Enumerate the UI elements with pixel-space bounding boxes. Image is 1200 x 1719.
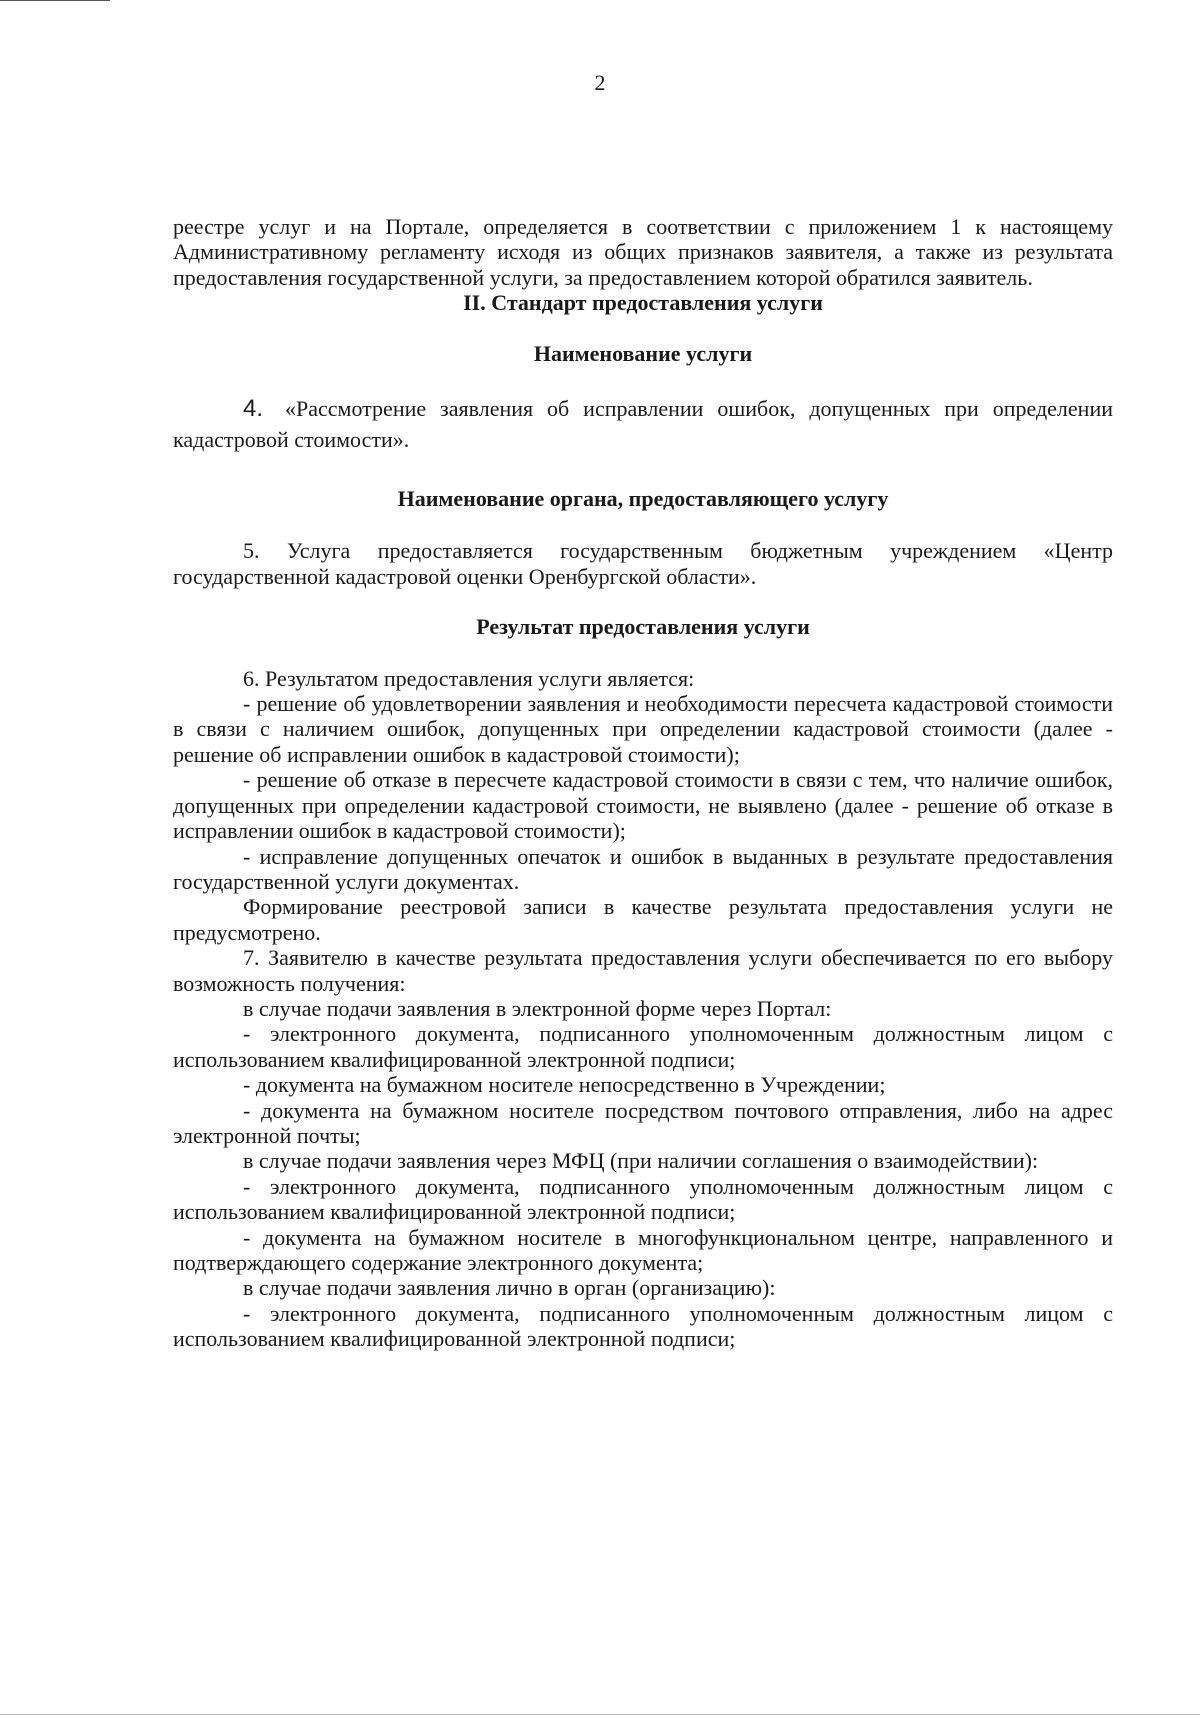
section-title: II. Стандарт предоставления услуги xyxy=(463,290,823,316)
page-number: 2 xyxy=(594,70,606,95)
paragraph-7-mfc: в случае подачи заявления через МФЦ (при наличии соглашения о взаимодействии): xyxy=(243,1148,1039,1174)
heading-result: Результат предоставления услуги xyxy=(476,614,810,640)
paragraph-6-item-a: - решение об удовлетворении заявления и необходимости пересчета кадастровой стоимости в связи с наличием ошибок, допущенных при определении кадастровой стоимости (далее - решение об исправлении ошибок в кадастровой стоимости); xyxy=(173,691,1113,767)
paragraph-4-number: 4. xyxy=(243,395,264,423)
paragraph-7-mfc-item-b: - документа на бумажном носителе в многофункциональном центре, направленного и подтверждающего содержание электронного документа; xyxy=(173,1224,1113,1275)
heading-service-name: Наименование услуги xyxy=(533,340,753,366)
paragraph-7-portal-item-a: - электронного документа, подписанного уполномоченным должностным лицом с использованием квалифицированной электронной подписи; xyxy=(173,1021,1113,1072)
intro-paragraph: реестре услуг и на Портале, определяется в соответствии с приложением 1 к настоящему Административному регламенту исходя из общих признаков заявителя, а также из результата предоставления государственной услуги, за предоставлением которой обратился заявитель. xyxy=(173,214,1113,290)
paragraph-7-personal: в случае подачи заявления лично в орган (организацию): xyxy=(243,1275,776,1301)
paragraph-4-text: «Рассмотрение заявления об исправлении ошибок, допущенных при определении кадастровой стоимости». xyxy=(173,396,1113,453)
paragraph-6-item-c: - исправление допущенных опечаток и ошибок в выданных в результате предоставления государственной услуги документах. xyxy=(173,843,1113,894)
paragraph-7-mfc-item-a: - электронного документа, подписанного уполномоченным должностным лицом с использованием квалифицированной электронной подписи; xyxy=(173,1173,1113,1225)
paragraph-6: 6. Результатом предоставления услуги является: xyxy=(243,665,695,691)
paragraph-6-item-b: - решение об отказе в пересчете кадастровой стоимости в связи с тем, что наличие ошибок, допущенных при определении кадастровой стоимости, не выявлено (далее - решение об отказе в исправлении ошибок в кадастровой стоимости); xyxy=(173,767,1113,844)
paragraph-7-portal-item-c: - документа на бумажном носителе посредством почтового отправления, либо на адрес электронной почты; xyxy=(173,1097,1113,1148)
paragraph-7: 7. Заявителю в качестве результата предоставления услуги обеспечивается по его выбору возможность получения: xyxy=(173,945,1113,996)
paragraph-5: 5. Услуга предоставляется государственным бюджетным учреждением «Центр государственной кадастровой оценки Оренбургской области». xyxy=(173,538,1113,589)
paragraph-6-note: Формирование реестровой записи в качестве результата предоставления услуги не предусмотрено. xyxy=(173,894,1113,945)
paragraph-4 xyxy=(173,393,1113,455)
paragraph-7-portal: в случае подачи заявления в электронной форме через Портал: xyxy=(243,995,832,1021)
heading-organ: Наименование органа, предоставляющего услугу xyxy=(397,486,889,512)
scan-edge-mark xyxy=(0,0,110,1)
paragraph-7-portal-item-b: - документа на бумажном носителе непосредственно в Учреждении; xyxy=(243,1072,886,1098)
document-body xyxy=(173,214,1113,1352)
paragraph-7-personal-item-a: - электронного документа, подписанного уполномоченным должностным лицом с использованием квалифицированной электронной подписи; xyxy=(173,1300,1113,1352)
scan-bottom-edge xyxy=(0,1714,1200,1715)
